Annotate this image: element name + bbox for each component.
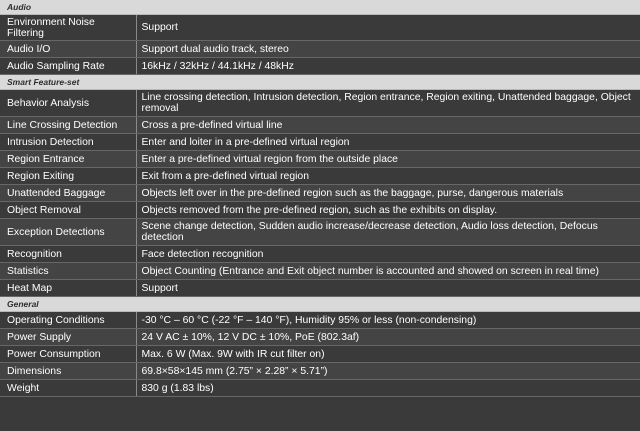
row-label: Intrusion Detection (0, 134, 136, 151)
row-label: Exception Detections (0, 219, 136, 246)
table-row (0, 15, 640, 41)
row-value: Enter a pre-defined virtual region from the outside place (136, 151, 640, 168)
row-label: Operating Conditions (0, 312, 136, 329)
table-row (0, 280, 640, 297)
section-header-general (0, 297, 640, 312)
table-row (0, 329, 640, 346)
table-row (0, 219, 640, 246)
table-row (0, 363, 640, 380)
row-label: Audio I/O (0, 41, 136, 58)
table-row (0, 202, 640, 219)
table-row (0, 185, 640, 202)
row-value: Objects left over in the pre-defined region such as the baggage, purse, dangerous materials (136, 185, 640, 202)
row-label: Object Removal (0, 202, 136, 219)
row-value: -30 °C – 60 °C (-22 °F – 140 °F), Humidity 95% or less (non-condensing) (136, 312, 640, 329)
table-row (0, 90, 640, 117)
row-value: 69.8×58×145 mm (2.75” × 2.28” × 5.71”) (136, 363, 640, 380)
section-title: Smart Feature-set (0, 75, 640, 90)
table-row (0, 312, 640, 329)
row-value: Object Counting (Entrance and Exit object number is accounted and showed on screen in real time) (136, 263, 640, 280)
table-row (0, 263, 640, 280)
row-label: Power Consumption (0, 346, 136, 363)
row-value: Cross a pre-defined virtual line (136, 117, 640, 134)
section-title: General (0, 297, 640, 312)
table-row (0, 151, 640, 168)
row-label: Audio Sampling Rate (0, 58, 136, 75)
row-label: Unattended Baggage (0, 185, 136, 202)
section-header-audio (0, 0, 640, 15)
row-value: 24 V AC ± 10%, 12 V DC ± 10%, PoE (802.3af) (136, 329, 640, 346)
table-row (0, 168, 640, 185)
row-value: Enter and loiter in a pre-defined virtual region (136, 134, 640, 151)
section-title: Audio (0, 0, 640, 15)
row-value: Objects removed from the pre-defined region, such as the exhibits on display. (136, 202, 640, 219)
row-label: Statistics (0, 263, 136, 280)
row-value: Exit from a pre-defined virtual region (136, 168, 640, 185)
row-label: Region Entrance (0, 151, 136, 168)
row-value: Scene change detection, Sudden audio increase/decrease detection, Audio loss detection, Defocus detection (136, 219, 640, 246)
row-value: 830 g (1.83 lbs) (136, 380, 640, 397)
row-value: Line crossing detection, Intrusion detection, Region entrance, Region exiting, Unattended baggage, Object removal (136, 90, 640, 117)
row-label: Environment Noise Filtering (0, 15, 136, 41)
row-label: Dimensions (0, 363, 136, 380)
table-row (0, 134, 640, 151)
row-label: Recognition (0, 246, 136, 263)
row-value: Support dual audio track, stereo (136, 41, 640, 58)
row-value: Max. 6 W (Max. 9W with IR cut filter on) (136, 346, 640, 363)
row-value: 16kHz / 32kHz / 44.1kHz / 48kHz (136, 58, 640, 75)
row-label: Heat Map (0, 280, 136, 297)
row-label: Line Crossing Detection (0, 117, 136, 134)
row-value: Face detection recognition (136, 246, 640, 263)
table-row (0, 41, 640, 58)
table-row (0, 58, 640, 75)
row-label: Region Exiting (0, 168, 136, 185)
row-label: Behavior Analysis (0, 90, 136, 117)
row-value: Support (136, 15, 640, 41)
table-row (0, 346, 640, 363)
table-row (0, 246, 640, 263)
section-header-smart-feature-set (0, 75, 640, 90)
row-label: Weight (0, 380, 136, 397)
table-row (0, 380, 640, 397)
row-label: Power Supply (0, 329, 136, 346)
row-value: Support (136, 280, 640, 297)
table-row (0, 117, 640, 134)
